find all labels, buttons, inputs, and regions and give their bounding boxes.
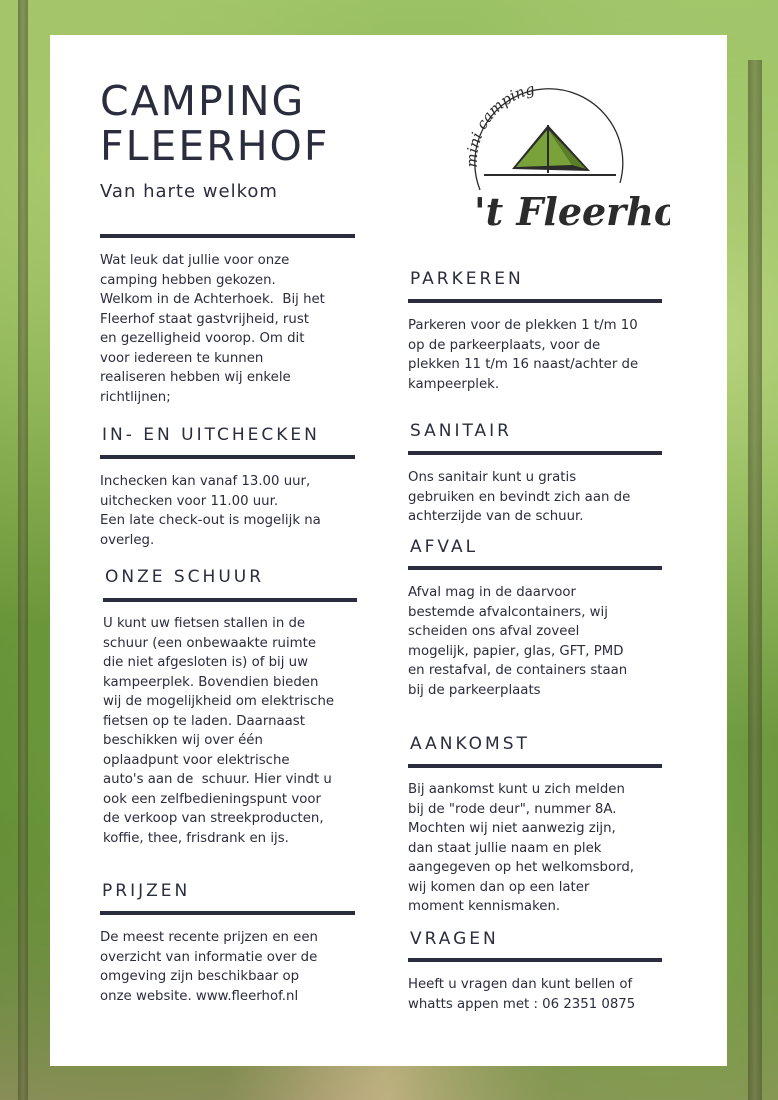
- text-line: Parkeren voor de plekken 1 t/m 10: [408, 318, 638, 333]
- text-line: gebruiken en bevindt zich aan de: [408, 489, 631, 505]
- text-line: wij de mogelijkheid om elektrische: [103, 694, 335, 709]
- schuur-heading: ONZE SCHUUR: [105, 567, 265, 587]
- tent-logo-icon: [420, 65, 670, 235]
- afval-text: [408, 583, 673, 700]
- text-line: Wat leuk dat jullie voor onze: [100, 253, 290, 268]
- checkin-heading: IN- EN UITCHECKEN: [102, 425, 320, 445]
- text-line: bij de parkeerplaats: [408, 682, 541, 698]
- text-line: Welkom in de Achterhoek. Bij het: [100, 292, 325, 307]
- text-line: kampeerplek. Bovendien bieden: [103, 674, 319, 690]
- text-line: oplaadpunt voor elektrische: [103, 752, 290, 768]
- text-line: ook een zelfbedieningspunt voor: [103, 791, 321, 807]
- text-line: bij de "rode deur", nummer 8A.: [408, 801, 617, 817]
- prijzen-text: [100, 928, 365, 1006]
- text-line: dan staat jullie naam en plek: [408, 840, 602, 856]
- schuur-text: [103, 614, 368, 848]
- aankomst-heading: AANKOMST: [410, 734, 530, 754]
- text-line: uitchecken voor 11.00 uur.: [100, 493, 279, 509]
- text-line: omgeving zijn beschikbaar op: [100, 969, 300, 984]
- text-line: Een late check-out is mogelijk na: [100, 513, 321, 528]
- camping-logo: [420, 65, 670, 235]
- text-line: de verkoop van streekproducten,: [103, 811, 324, 826]
- sanitair-text: [408, 468, 673, 527]
- text-line: bestemde afvalcontainers, wij: [408, 604, 608, 620]
- parkeren-text: [408, 316, 673, 394]
- text-line: Bij aankomst kunt u zich melden: [408, 782, 625, 797]
- sanitair-heading: SANITAIR: [410, 421, 512, 441]
- text-line: auto's aan de schuur. Hier vindt u: [103, 772, 332, 787]
- text-line: Afval mag in de daarvoor: [408, 585, 577, 600]
- checkin-rule: [100, 455, 355, 459]
- afval-rule: [408, 566, 662, 570]
- text-line: koffie, thee, frisdrank en ijs.: [103, 830, 289, 846]
- text-line: overleg.: [100, 532, 155, 548]
- vragen-text: [408, 975, 673, 1014]
- text-line: Ons sanitair kunt u gratis: [408, 470, 577, 485]
- text-line: overzicht van informatie over de: [100, 949, 318, 965]
- aankomst-rule: [408, 764, 662, 768]
- text-line: Fleerhof staat gastvrijheid, rust: [100, 311, 309, 327]
- text-line: wij komen dan op een later: [408, 879, 590, 895]
- text-line: whatts appen met : 06 2351 0875: [408, 996, 636, 1012]
- text-line: fietsen op te laden. Daarnaast: [103, 713, 305, 729]
- text-line: Mochten wij niet aanwezig zijn,: [408, 821, 616, 836]
- text-line: Heeft u vragen dan kunt bellen of: [408, 977, 633, 992]
- parkeren-rule: [408, 299, 662, 303]
- intro-rule: [100, 234, 355, 238]
- logo-name: 't Fleerh: [474, 189, 654, 234]
- text-line: op de parkeerplaats, voor de: [408, 337, 601, 353]
- title-line-2: FLEERHOF: [100, 122, 330, 170]
- text-line: camping hebben gekozen.: [100, 272, 276, 288]
- intro-text: [100, 251, 365, 407]
- text-line: richtlijnen;: [100, 389, 171, 405]
- text-line: achterzijde van de schuur.: [408, 509, 584, 524]
- text-line: realiseren hebben wij enkele: [100, 370, 291, 385]
- vragen-heading: VRAGEN: [410, 929, 499, 949]
- text-line: De meest recente prijzen en een: [100, 930, 318, 945]
- text-line: die niet afgesloten is) of bij uw: [103, 655, 308, 670]
- afval-heading: AFVAL: [410, 537, 479, 557]
- logo-arc-text: mini camping: [462, 79, 537, 168]
- schuur-rule: [103, 598, 357, 602]
- text-line: mogelijk, papier, glas, GFT, PMD: [408, 643, 624, 659]
- text-line: Inchecken kan vanaf 13.00 uur,: [100, 474, 311, 489]
- page-title: [100, 79, 329, 169]
- text-line: voor iedereen te kunnen: [100, 350, 264, 366]
- text-line: en restafval, de containers staan: [408, 663, 628, 678]
- sanitair-rule: [408, 451, 662, 455]
- aankomst-text: [408, 780, 673, 917]
- text-line: plekken 11 t/m 16 naast/achter de: [408, 357, 639, 372]
- tree-trunk-right: [748, 60, 762, 1100]
- text-line: aangegeven op het welkomsbord,: [408, 860, 634, 875]
- info-sheet: [50, 35, 727, 1066]
- parkeren-heading: PARKEREN: [410, 269, 524, 289]
- text-line: onze website. www.fleerhof.nl: [100, 988, 299, 1004]
- title-line-1: CAMPING: [100, 77, 306, 125]
- text-line: beschikken wij over één: [103, 733, 263, 748]
- prijzen-heading: PRIJZEN: [102, 881, 191, 901]
- text-line: scheiden ons afval zoveel: [408, 624, 580, 639]
- text-line: schuur (een onbewaakte ruimte: [103, 635, 317, 651]
- text-line: U kunt uw fietsen stallen in de: [103, 616, 306, 631]
- text-line: kampeerplek.: [408, 376, 500, 392]
- subtitle: Van harte welkom: [100, 181, 278, 202]
- tree-trunk-left: [18, 0, 28, 1100]
- vragen-rule: [408, 958, 662, 962]
- checkin-text: [100, 472, 365, 550]
- prijzen-rule: [100, 911, 355, 915]
- text-line: moment kennismaken.: [408, 899, 561, 914]
- text-line: en gezelligheid voorop. Om dit: [100, 331, 305, 346]
